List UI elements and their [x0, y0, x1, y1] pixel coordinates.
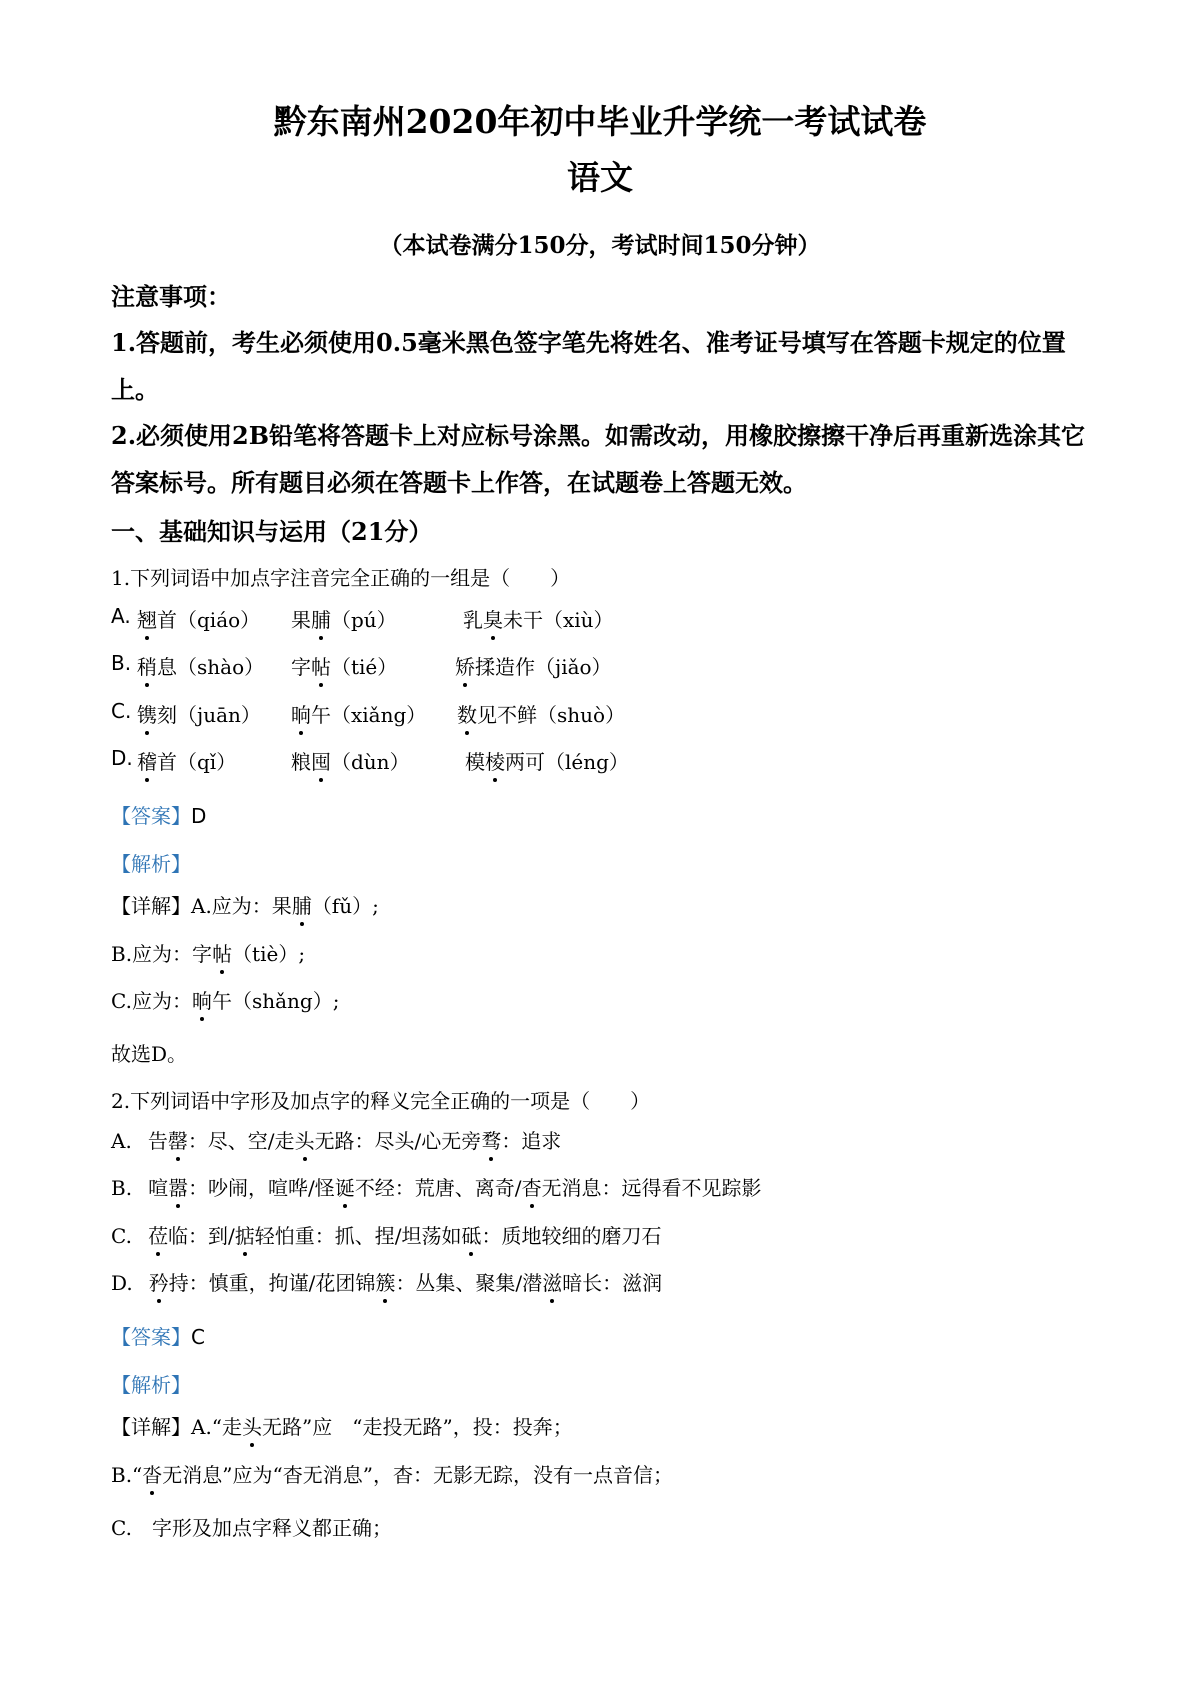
question-2-detail-c: C. 字形及加点字释义都正确； [111, 1516, 392, 1540]
answer-tag: 【答案】 [111, 1325, 191, 1349]
dotted-char: 翘 [137, 604, 157, 633]
question-1-option-d: D. 稽首（qǐ） 粮囤（dùn） 模棱两可（léng） [111, 746, 629, 774]
dotted-char: 掂 [235, 1220, 255, 1249]
question-2-option-a: A. 告罄：尽、空/走头无路：尽头/心无旁骛：追求 [111, 1125, 561, 1154]
dotted-char: 头 [242, 1411, 262, 1440]
section-1-heading: 一、基础知识与运用（21分） [111, 517, 433, 546]
dotted-char: 簇 [375, 1267, 395, 1296]
dotted-char: 罄 [168, 1125, 188, 1154]
dotted-char: 矫 [455, 651, 475, 680]
question-2-detail-b: B.“沓无消息”应为“杳无消息”，杳：无影无踪，没有一点音信； [111, 1459, 673, 1488]
instructions-heading: 注意事项： [111, 282, 231, 311]
subject-title: 语文 [567, 158, 633, 197]
question-1-stem: 1.下列词语中加点字注音完全正确的一组是（ ） [111, 566, 571, 590]
dotted-char: 莅 [148, 1220, 168, 1249]
dotted-char: 砥 [461, 1220, 481, 1249]
instruction-1-line-1: 1.答题前，考生必须使用0.5毫米黑色签字笔先将姓名、准考证号填写在答题卡规定的位置 [111, 328, 1066, 357]
question-2-answer [111, 1321, 205, 1350]
dotted-char: 脯 [292, 890, 312, 919]
question-2-option-c: C. 莅临：到/掂轻怕重：抓、捏/坦荡如砥：质地较细的磨刀石 [111, 1220, 661, 1249]
question-2-analysis-tag: 【解析】 [111, 1373, 191, 1397]
question-1-detail-b: B.应为：字帖（tiè）; [111, 938, 305, 967]
question-1-detail-c: C.应为：晌午（shǎng）; [111, 985, 339, 1014]
dotted-char: 数 [457, 699, 477, 728]
question-2-stem: 2.下列词语中字形及加点字的释义完全正确的一项是（ ） [111, 1089, 651, 1113]
dotted-char: 骛 [481, 1125, 501, 1154]
question-1-answer [111, 800, 206, 829]
instruction-2-line-1: 2.必须使用2B铅笔将答题卡上对应标号涂黑。如需改动，用橡胶擦擦干净后再重新选涂其它 [111, 421, 1086, 450]
dotted-char: 头 [295, 1125, 315, 1154]
question-1-analysis-tag: 【解析】 [111, 852, 191, 876]
dotted-char: 囤 [311, 746, 331, 775]
question-2-detail-a: 【详解】A.“走头无路”应 “走投无路”，投：投奔； [111, 1411, 573, 1440]
dotted-char: 镌 [137, 699, 157, 728]
exam-title: 黔东南州2020年初中毕业升学统一考试试卷 [273, 102, 927, 141]
answer-value: D [191, 804, 207, 828]
dotted-char: 矜 [149, 1267, 169, 1296]
question-1-option-b: B. 稍息（shào） 字帖（tié） 矫揉造作（jiǎo） [111, 651, 612, 679]
dotted-char: 棱 [485, 746, 505, 775]
instruction-1-line-2: 上。 [111, 375, 159, 404]
dotted-char: 晌 [192, 985, 212, 1014]
question-1-option-a: A. 翘首（qiáo） 果脯（pú） 乳臭未干（xiù） [111, 604, 614, 632]
dotted-char: 晌 [291, 699, 311, 728]
dotted-char: 诞 [335, 1172, 355, 1201]
instruction-2-line-2: 答案标号。所有题目必须在答题卡上作答，在试题卷上答题无效。 [111, 468, 807, 497]
question-2-option-b: B. 喧嚣：吵闹，喧哗/怪诞不经：荒唐、离奇/杳无消息：远得看不见踪影 [111, 1172, 762, 1201]
dotted-char: 稍 [137, 651, 157, 680]
dotted-char: 沓 [142, 1459, 162, 1488]
dotted-char: 帖 [311, 651, 331, 680]
dotted-char: 滋 [542, 1267, 562, 1296]
question-2-option-d: D. 矜持：慎重，拘谨/花团锦簇：丛集、聚集/潜滋暗长：滋润 [111, 1267, 662, 1296]
question-1-conclusion: 故选D。 [111, 1042, 188, 1066]
answer-tag: 【答案】 [111, 804, 191, 828]
question-1-detail-a: 【详解】A.应为：果脯（fǔ）; [111, 890, 379, 919]
dotted-char: 稽 [137, 746, 157, 775]
dotted-char: 帖 [212, 938, 232, 967]
question-1-option-c: C. 镌刻（juān） 晌午（xiǎng） 数见不鲜（shuò） [111, 699, 626, 727]
dotted-char: 臭 [483, 604, 503, 633]
dotted-char: 杳 [522, 1172, 542, 1201]
dotted-char: 脯 [311, 604, 331, 633]
answer-value: C [191, 1325, 205, 1349]
dotted-char: 嚣 [168, 1172, 188, 1201]
exam-note: （本试卷满分150分，考试时间150分钟） [379, 232, 821, 259]
